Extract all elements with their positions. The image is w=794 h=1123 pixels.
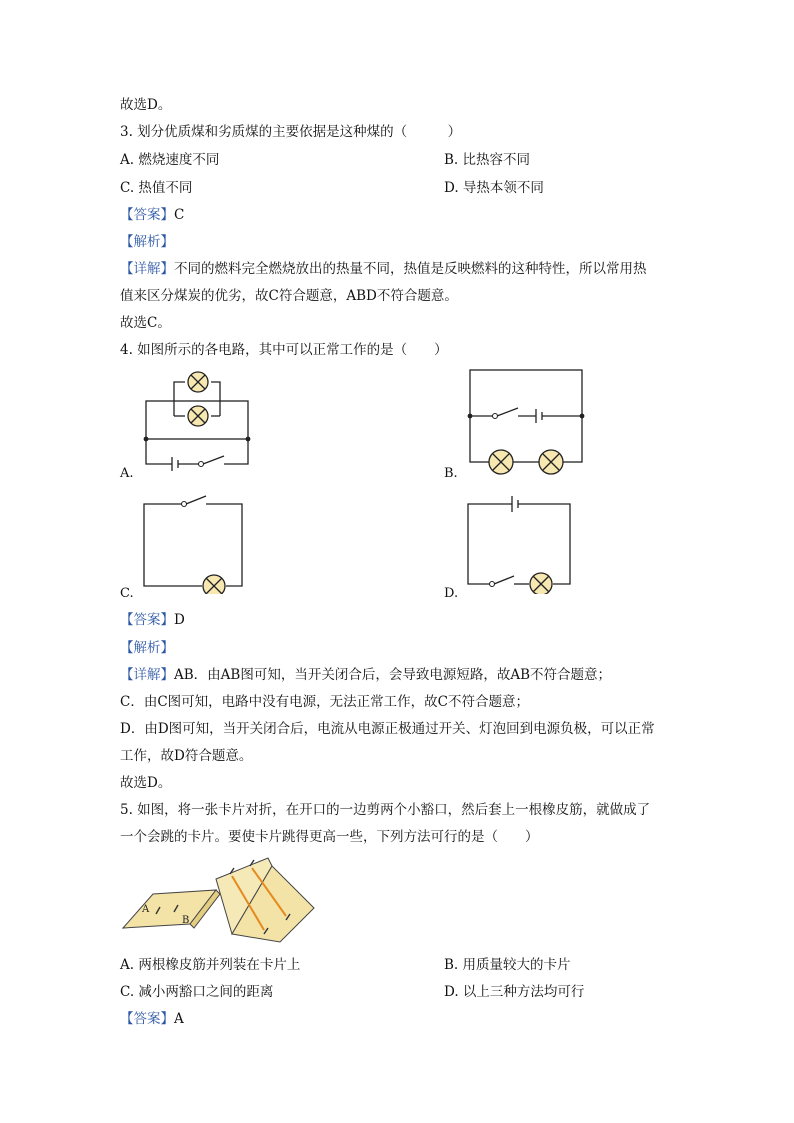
folded-card (216, 858, 314, 942)
q3-answer (120, 205, 184, 225)
q4-stem: 4. 如图所示的各电路，其中可以正常工作的是（ ） (120, 342, 448, 358)
jumping-card-figure (118, 854, 318, 944)
q3-option-a: A. 燃烧速度不同 (120, 152, 220, 168)
card-label-b: B (182, 915, 190, 926)
q4-detail-2: C．由C图可知，电路中没有电源，无法正常工作，故C不符合题意； (120, 694, 529, 710)
answer-value: C (174, 207, 185, 223)
circuit-b-figure (466, 366, 588, 482)
q3-detail-2: 值来区分煤炭的优劣，故C符合题意，ABD不符合题意。 (120, 288, 458, 304)
detail-tag: 【详解】 (120, 261, 174, 277)
answer-tag: 【答案】 (120, 1011, 174, 1027)
q3-detail-1 (120, 259, 647, 279)
q5-stem-2: 一个会跳的卡片。要使卡片跳得更高一些，下列方法可行的是（ ） (120, 829, 539, 845)
bulb-icon (188, 372, 208, 392)
bulb-icon (489, 450, 513, 474)
q2-conclusion: 故选D。 (120, 97, 172, 113)
q5-option-d: D. 以上三种方法均可行 (444, 984, 585, 1000)
flat-card (123, 890, 220, 928)
q4-conclusion: 故选D。 (120, 775, 172, 791)
detail-tag: 【详解】 (120, 667, 174, 683)
q3-analysis-tag: 【解析】 (120, 234, 174, 250)
bulb-icon (530, 573, 552, 594)
q4-detail-1 (120, 665, 611, 685)
circuit-b-label: B. (444, 466, 458, 481)
detail-text: AB．由AB图可知，当开关闭合后，会导致电源短路，故AB不符合题意； (174, 667, 612, 683)
bulb-icon (539, 450, 563, 474)
bulb-icon (203, 575, 225, 594)
answer-tag: 【答案】 (120, 207, 174, 223)
circuit-a-label: A. (120, 466, 134, 481)
bulb-icon (188, 406, 208, 426)
circuit-c-figure (140, 490, 248, 594)
q3-option-c: C. 热值不同 (120, 180, 193, 196)
q4-analysis-tag: 【解析】 (120, 640, 174, 656)
q3-stem: 3. 划分优质煤和劣质煤的主要依据是这种煤的（ ） (120, 124, 462, 140)
q5-stem-1: 5. 如图，将一张卡片对折，在开口的一边剪两个小豁口，然后套上一根橡皮筋，就做成了 (120, 802, 651, 818)
circuit-c-label: C. (120, 586, 134, 601)
q5-answer (120, 1009, 184, 1029)
q5-option-a: A. 两根橡皮筋并列装在卡片上 (120, 957, 301, 973)
q3-option-b: B. 比热容不同 (444, 152, 531, 168)
answer-value: D (174, 612, 185, 628)
q3-conclusion: 故选C。 (120, 315, 171, 331)
circuit-d-label: D. (444, 586, 459, 601)
q4-detail-4: 工作，故D符合题意。 (120, 748, 253, 764)
circuit-a-figure (140, 366, 260, 474)
q3-option-d: D. 导热本领不同 (444, 180, 544, 196)
card-label-a: A (142, 904, 150, 915)
detail-text: 不同的燃料完全燃烧放出的热量不同，热值是反映燃料的这种特性，所以常用热 (174, 261, 647, 277)
circuit-d-figure (464, 488, 576, 594)
q4-detail-3: D．由D图可知，当开关闭合后，电流从电源正极通过开关、灯泡回到电源负极，可以正常 (120, 721, 655, 737)
q5-option-c: C. 减小两豁口之间的距离 (120, 984, 274, 1000)
answer-tag: 【答案】 (120, 612, 174, 628)
q5-option-b: B. 用质量较大的卡片 (444, 957, 571, 973)
q4-answer (120, 610, 185, 630)
answer-value: A (174, 1011, 184, 1027)
